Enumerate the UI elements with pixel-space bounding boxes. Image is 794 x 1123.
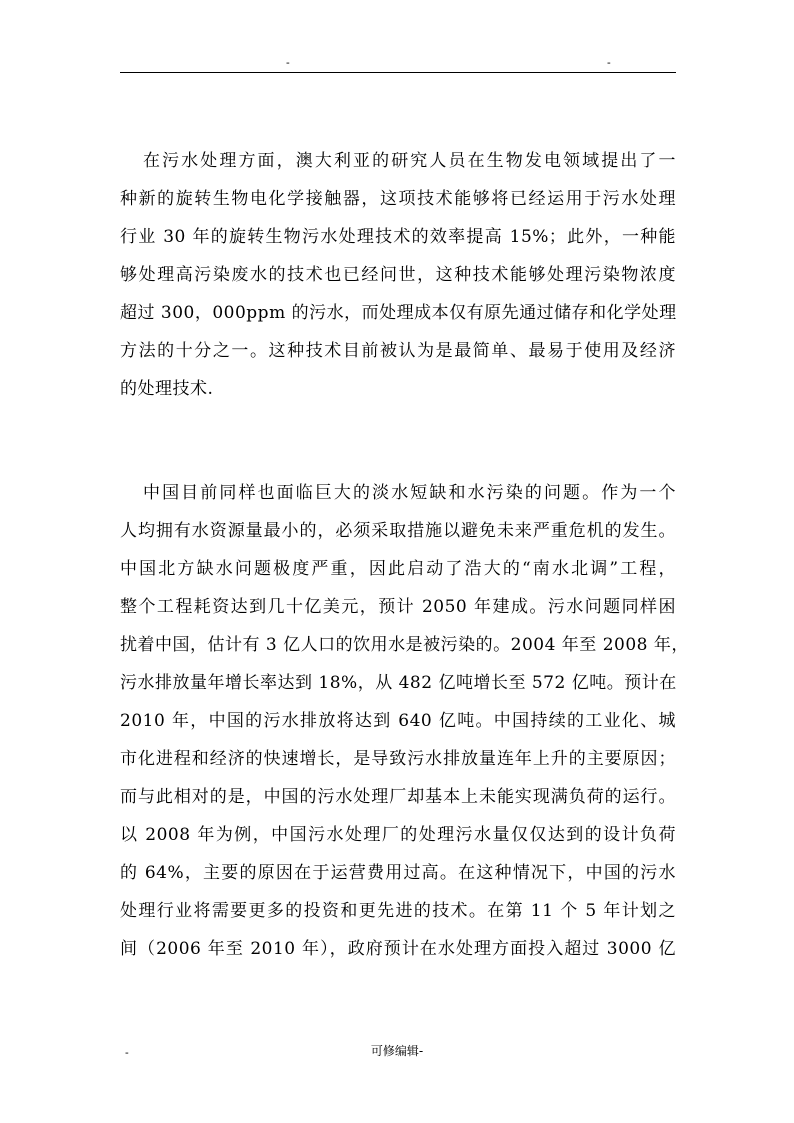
paragraph-line: 中国目前同样也面临巨大的淡水短缺和水污染的问题。作为一个	[143, 483, 676, 503]
paragraph-line: 方法的十分之一。这种技术目前被认为是最简单、最易于使用及经济	[120, 341, 676, 361]
paragraph-line: 超过 300，000ppm 的污水，而处理成本仅有原先通过储存和化学处理	[120, 303, 677, 323]
paragraph-line: 2010 年，中国的污水排放将达到 640 亿吨。中国持续的工业化、城	[120, 711, 676, 731]
paragraph-line: 处理行业将需要更多的投资和更先进的技术。在第 11 个 5 年计划之	[120, 901, 676, 921]
header-mark-right: -	[607, 56, 611, 69]
paragraph-line: 种新的旋转生物电化学接触器，这项技术能够将已经运用于污水处理	[120, 189, 676, 209]
paragraph-line: 扰着中国，估计有 3 亿人口的饮用水是被污染的。2004 年至 2008 年，	[120, 635, 689, 655]
paragraph-line: 以 2008 年为例，中国污水处理厂的处理污水量仅仅达到的设计负荷	[120, 825, 676, 845]
header-rule	[120, 72, 676, 73]
paragraph-line: 人均拥有水资源量最小的，必须采取措施以避免未来严重危机的发生。	[120, 521, 676, 541]
paragraph-line: 中国北方缺水问题极度严重，因此启动了浩大的“南水北调”工程，	[120, 559, 676, 579]
paragraph-line: 够处理高污染废水的技术也已经问世，这种技术能够处理污染物浓度	[120, 265, 676, 285]
paragraph-line: 在污水处理方面，澳大利亚的研究人员在生物发电领域提出了一	[143, 151, 676, 171]
paragraph-line: 市化进程和经济的快速增长，是导致污水排放量连年上升的主要原因；	[120, 749, 676, 769]
paragraph-line: 的处理技术.	[120, 379, 214, 399]
footer-mark-left: -	[125, 1046, 129, 1059]
paragraph-line: 的 64%，主要的原因在于运营费用过高。在这种情况下，中国的污水	[120, 863, 676, 883]
paragraph-line: 行业 30 年的旋转生物污水处理技术的效率提高 15%；此外，一种能	[120, 227, 676, 247]
paragraph-line: 间（2006 年至 2010 年），政府预计在水处理方面投入超过 3000 亿	[120, 939, 676, 959]
paragraph-line: 整个工程耗资达到几十亿美元，预计 2050 年建成。污水问题同样困	[120, 597, 676, 617]
header-mark-left: -	[286, 56, 290, 69]
paragraph-line: 而与此相对的是，中国的污水处理厂却基本上未能实现满负荷的运行。	[120, 787, 676, 807]
footer-text: 可修编辑-	[370, 1044, 424, 1058]
paragraph-line: 污水排放量年增长率达到 18%，从 482 亿吨增长至 572 亿吨。预计在	[120, 673, 677, 693]
